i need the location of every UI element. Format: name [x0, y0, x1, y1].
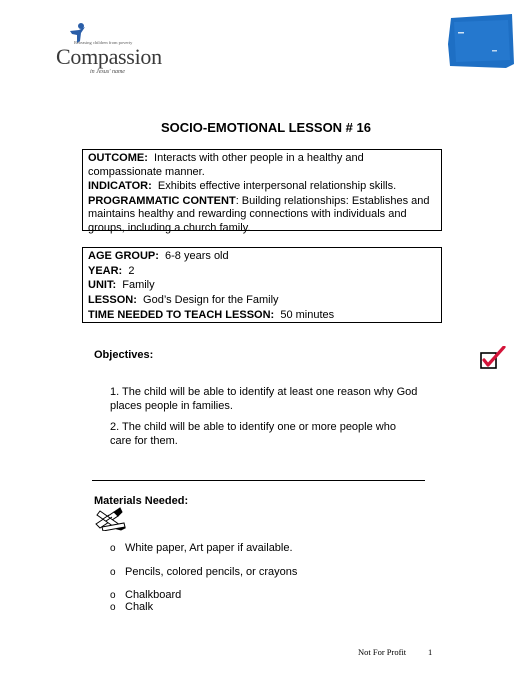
bullet-icon: o [110, 543, 116, 554]
objective-item: 2. The child will be able to identify one or more people who care for them. [110, 421, 396, 447]
brand-color-block [448, 14, 514, 68]
logo-subline: in Jesus' name [90, 69, 125, 75]
unit-value: Family [122, 279, 155, 292]
section-divider [92, 480, 425, 481]
indicator-line [88, 180, 436, 194]
outcome-line [88, 152, 436, 179]
page-number: 1 [428, 647, 433, 657]
lesson-value: God’s Design for the Family [143, 294, 279, 307]
age-group-value: 6-8 years old [165, 250, 229, 262]
material-item [110, 601, 153, 614]
programmatic-line [88, 195, 436, 236]
lesson-line [88, 294, 436, 308]
outcome-box [82, 149, 442, 234]
time-label: TIME NEEDED TO TEACH LESSON: [88, 308, 275, 321]
unit-line [88, 279, 436, 293]
material-text: White paper, Art paper if available. [125, 542, 293, 554]
materials-heading: Materials Needed: [94, 495, 189, 507]
bullet-icon: o [110, 567, 116, 578]
bullet-icon: o [110, 602, 116, 613]
time-value: 50 minutes [280, 308, 335, 321]
objectives-heading: Objectives: [94, 349, 154, 361]
material-text: Pencils, colored pencils, or crayons [125, 566, 298, 578]
bullet-icon: o [110, 590, 116, 601]
outcome-label: OUTCOME: [88, 152, 148, 164]
objective-item: 1. The child will be able to identify at least one reason why God places people in families. [110, 386, 418, 412]
page-title: SOCIO-EMOTIONAL LESSON # 16 [161, 120, 371, 135]
material-text: Chalkboard [125, 589, 182, 601]
logo-tagline: Releasing children from poverty [74, 40, 133, 45]
year-line [88, 265, 436, 279]
lesson-info-box [82, 247, 442, 323]
material-item [110, 566, 297, 579]
compassion-logo [56, 22, 176, 75]
checkbox-check-icon [480, 346, 506, 370]
unit-label: UNIT: [88, 279, 117, 292]
material-item [110, 542, 293, 555]
indicator-text: Exhibits effective interpersonal relationship skills. [157, 180, 397, 193]
programmatic-text: : Building relationships: Establishes and maintains healthy and rewarding connections with individuals and groups, including a church family. [88, 194, 430, 234]
pencils-icon [94, 507, 128, 531]
material-text: Chalk [125, 601, 154, 613]
programmatic-label: PROGRAMMATIC CONTENT [88, 194, 236, 207]
footer-text: Not For Profit [358, 647, 407, 657]
year-label: YEAR: [88, 264, 123, 277]
year-value: 2 [128, 264, 135, 277]
age-group-label: AGE GROUP: [88, 250, 159, 262]
time-line [88, 309, 436, 323]
indicator-label: INDICATOR: [88, 180, 152, 193]
outcome-text: Interacts with other people in a healthy and compassionate manner. [88, 152, 364, 178]
age-group-line [88, 250, 436, 264]
lesson-label: LESSON: [88, 294, 137, 307]
logo-wordmark: Compassion [56, 44, 162, 69]
